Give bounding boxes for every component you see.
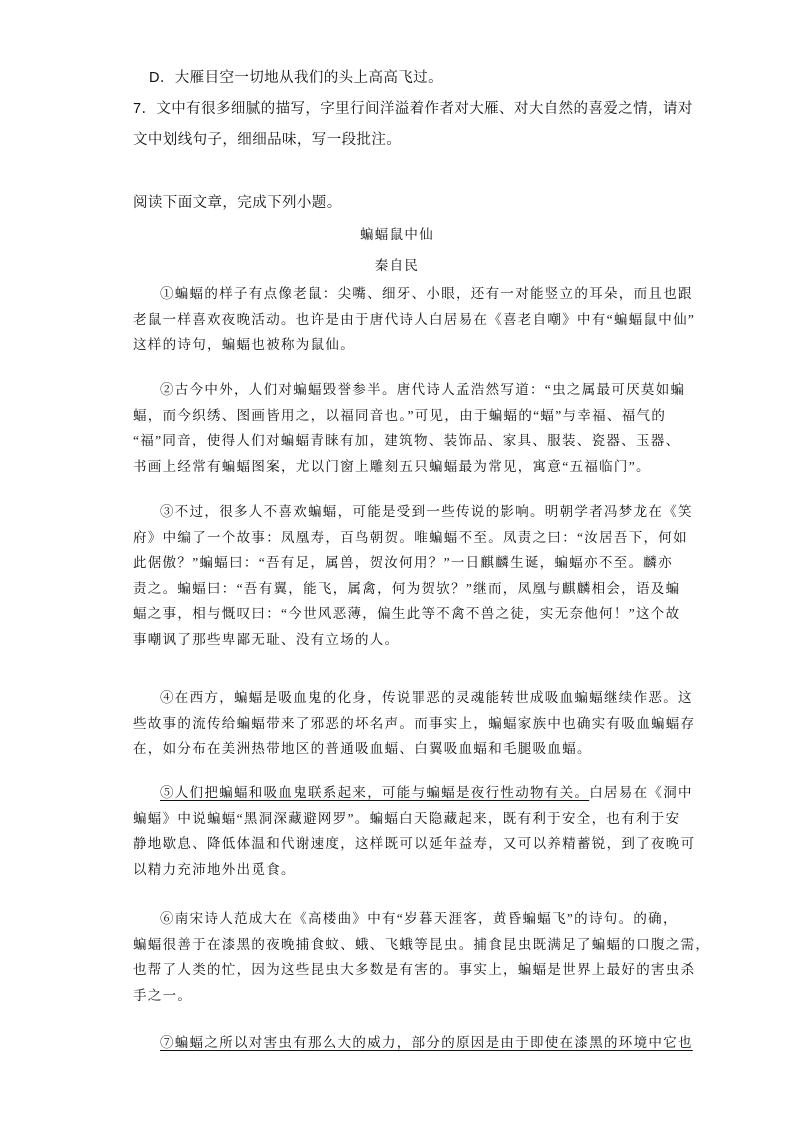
paragraph-6-line: 蝙蝠很善于在漆黑的夜晚捕食蚊、蛾、飞蛾等昆虫。捕食昆虫既满足了蝙蝠的口腹之需，	[133, 936, 711, 952]
paragraph-5-line: 以精力充沛地外出觅食。	[133, 861, 296, 877]
paragraph-5-first-line	[133, 780, 693, 806]
paragraph-4-line: 在，如分布在美洲热带地区的普通吸血蝠、白翼吸血蝠和毛腿吸血蝠。	[133, 741, 592, 756]
paragraph-6-line: ⑥南宋诗人范成大在《高楼曲》中有“岁暮天涯客，黄昏蝙蝠飞”的诗句。的确，	[160, 911, 678, 926]
paragraph-4	[133, 685, 696, 762]
paragraph-7	[133, 1030, 693, 1056]
article-author: 秦自民	[374, 258, 420, 273]
paragraph-5-line: 蝙蝠》中说蝙蝠“黑洞深藏避网罗”。蝙蝠白天隐藏起来，既有利于安全，也有利于安	[133, 810, 681, 826]
paragraph-1-line: 老鼠一样喜欢夜晚活动。也许是由于唐代诗人白居易在《喜老自嘲》中有“蝙蝠鼠中仙”	[133, 311, 696, 327]
paragraph-4-line: 些故事的流传给蝙蝠带来了邪恶的坏名声。而事实上，蝙蝠家族中也确实有吸血蝙蝠存	[133, 715, 696, 731]
reading-instruction: 阅读下面文章，完成下列小题。	[133, 195, 342, 211]
paragraph-2-line: ②古今中外，人们对蝙蝠毁誉参半。唐代诗人孟浩然写道：“虫之属最可厌莫如蝙	[160, 382, 686, 397]
paragraph-7-first-line	[133, 1030, 693, 1056]
paragraph-6-line: 也帮了人类的忙，因为这些昆虫大多数是有害的。事实上，蝙蝠是世界上最好的害虫杀	[133, 962, 696, 977]
paragraph-3-line: 责之。蝙蝠曰：“吾有翼，能飞，属禽，何为贺欤？”继而，凤凰与麒麟相会，语及蝙	[133, 580, 681, 596]
paragraph-6	[133, 906, 711, 1008]
paragraph-3	[133, 499, 693, 652]
paragraph-2	[133, 377, 686, 479]
paragraph-2-line: 书画上经常有蝙蝠图案，尤以门窗上雕刻五只蝙蝠最为常见，寓意“五福临门”。	[133, 458, 651, 474]
paragraph-1-line: 这样的诗句，蝙蝠也被称为鼠仙。	[133, 337, 355, 352]
paragraph-5	[133, 780, 696, 882]
underlined-sentence-5: ⑤人们把蝙蝠和吸血鬼联系起来，可能与蝙蝠是夜行性动物有关。	[160, 785, 590, 800]
question-7-line-2: 文中划线句子，细细品味，写一段批注。	[133, 132, 402, 148]
paragraph-1-line: ①蝙蝠的样子有点像老鼠：尖嘴、细牙、小眼，还有一对能竖立的耳朵，而且也跟	[160, 286, 693, 301]
paragraph-6-line: 手之一。	[133, 987, 193, 1003]
paragraph-3-line: 蝠之事，相与慨叹曰：“今世风恶薄，偏生此等不禽不兽之徒，实无奈他何！”这个故	[133, 606, 681, 621]
paragraph-2-line: “福”同音，使得人们对蝙蝠青睐有加，建筑物、装饰品、家具、服装、瓷器、玉器、	[133, 433, 681, 448]
paragraph-1	[133, 281, 696, 358]
paragraph-3-line: ③不过，很多人不喜欢蝙蝠，可能是受到一些传说的影响。明朝学者冯梦龙在《笑	[160, 504, 693, 519]
underlined-sentence-7: ⑦蝙蝠之所以对害虫有那么大的威力，部分的原因是由于即使在漆黑的环境中它也	[160, 1035, 693, 1050]
paragraph-3-line: 此倨傲？”蝙蝠曰：“吾有足，属兽，贺汝何用？”一日麒麟生诞，蝙蝠亦不至。麟亦	[133, 555, 673, 570]
question-option-d: D．大雁目空一切地从我们的头上高高飞过。	[149, 70, 443, 86]
article-title: 蝙蝠鼠中仙	[360, 227, 434, 242]
paragraph-2-line: 蝠，而今织绣、图画皆用之，以福同音也。”可见，由于蝙蝠的“蝠”与幸福、福气的	[133, 407, 667, 423]
paragraph-5-line-rest: 白居易在《洞中	[589, 785, 693, 800]
question-7-line-1: 7．文中有很多细腻的描写，字里行间洋溢着作者对大雁、对大自然的喜爱之情，请对	[133, 101, 693, 117]
paragraph-3-line: 府》中编了一个故事：凤凰寿，百鸟朝贺。唯蝙蝠不至。凤责之曰：“汝居吾下，何如	[133, 529, 688, 545]
paragraph-5-line: 静地歇息、降低体温和代谢速度，这样既可以延年益寿，又可以养精蓄锐，到了夜晚可	[133, 836, 696, 851]
paragraph-3-line: 事嘲讽了那些卑鄙无耻、没有立场的人。	[133, 631, 400, 647]
paragraph-4-line: ④在西方，蝙蝠是吸血鬼的化身，传说罪恶的灵魂能转世成吸血蝙蝠继续作恶。这	[160, 690, 693, 705]
